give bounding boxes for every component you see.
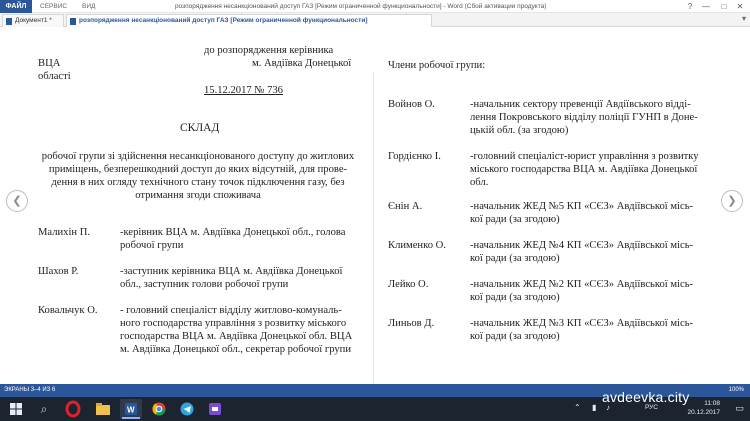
zoom-level[interactable]: 100% — [728, 387, 744, 393]
member-role — [470, 239, 730, 265]
role-line: обл., заступник голови робочої групи — [120, 279, 289, 290]
restore-button[interactable]: □ — [721, 2, 727, 11]
role-line: - головний спеціаліст відділу житлово-комуналь- — [120, 305, 342, 316]
volume-icon[interactable]: ♪ — [606, 403, 610, 412]
member-name: Шахов Р. — [38, 266, 79, 277]
word-doc-icon — [6, 18, 12, 25]
windows-logo-icon — [6, 399, 26, 419]
title-bar — [0, 0, 750, 13]
chevron-left-icon: ❮ — [12, 195, 22, 207]
role-line: кої ради (за згодою) — [470, 214, 560, 225]
role-line: м. Авдіївка Донецької обл., секретар робочої групи — [120, 344, 351, 355]
member-name: Гордієнко І. — [388, 151, 441, 162]
subtitle-line: приміщень, безперешкодний доступ до яких відсутній, для прове- — [48, 164, 348, 175]
role-line: господарства ВЦА м. Авдіївка Донецької обл. ВЦА — [120, 331, 353, 342]
role-line: -начальник ЖЕД №3 КП «СЄЗ» Авдіївської місь- — [470, 318, 694, 329]
minimize-button[interactable]: — — [702, 2, 710, 11]
member-name: Войнов О. — [388, 99, 435, 110]
file-explorer-icon[interactable] — [92, 399, 114, 419]
word-doc-icon — [70, 18, 76, 25]
member-name: Єнін А. — [388, 201, 423, 212]
member-role — [470, 317, 730, 343]
search-icon[interactable]: ⌕ — [40, 402, 48, 416]
purple-app-icon[interactable] — [204, 399, 226, 419]
chrome-icon[interactable] — [148, 399, 170, 419]
member-name: Ковальчук О. — [38, 305, 98, 316]
role-line: кої ради (за згодою) — [470, 292, 560, 303]
subtitle-block — [38, 150, 358, 202]
file-menu-button[interactable]: ФАЙЛ — [0, 0, 32, 13]
chevron-up-icon[interactable]: ⌃ — [574, 403, 581, 412]
clock-time: 11:08 — [704, 400, 720, 407]
reading-view[interactable] — [0, 28, 750, 384]
role-line: -начальник ЖЕД №5 КП «СЄЗ» Авдіївської місь- — [470, 201, 694, 212]
role-line: -начальник сектору превенції Авдіївського відді- — [470, 99, 691, 110]
role-line: -керівник ВЦА м. Авдіївка Донецької обл., голова — [120, 227, 346, 238]
header-oblast: області — [38, 71, 71, 82]
header-line1: до розпорядження керівника — [204, 45, 334, 56]
help-button[interactable]: ? — [687, 2, 693, 11]
document-title: СКЛАД — [180, 122, 220, 134]
role-line: -заступник керівника ВЦА м. Авдіївка Донецької — [120, 266, 343, 277]
member-role — [470, 200, 730, 226]
previous-screen-button[interactable] — [6, 190, 28, 212]
member-role — [120, 226, 370, 252]
member-name: Лейко О. — [388, 279, 429, 290]
svg-text:W: W — [127, 405, 135, 415]
page-divider — [373, 72, 374, 402]
member-role — [470, 150, 730, 189]
chevron-right-icon: ❯ — [727, 195, 737, 207]
role-line: -начальник ЖЕД №2 КП «СЄЗ» Авдіївської місь- — [470, 279, 694, 290]
window-title: розпорядження несанкціонований доступ ГАЗ [Режим ограниченной функциональности] - Word (Сбой активации продукта) — [175, 3, 547, 10]
language-indicator[interactable]: РУС — [644, 404, 658, 411]
active-indicator — [122, 417, 140, 419]
member-role — [470, 98, 730, 137]
subtitle-line: робочої групи зі здійснення несанкціонованого доступу до житлових — [41, 151, 355, 162]
site-watermark: avdeevka.city — [602, 389, 690, 405]
tab-document1[interactable] — [2, 14, 64, 27]
document-tabs-bar — [0, 13, 750, 27]
tab-label: Документ1 * — [15, 17, 52, 24]
member-role — [120, 265, 370, 291]
members-heading: Члени робочої групи: — [388, 60, 486, 71]
role-line: кої ради (за згодою) — [470, 331, 560, 342]
tabs-menu-icon[interactable]: ▾ — [741, 14, 746, 23]
role-line: -головний спеціаліст-юрист управління з розвитку — [470, 151, 699, 162]
member-role — [470, 278, 730, 304]
subtitle-line: дення в них огляду технічного стану точок підключення газу, без — [51, 177, 345, 188]
telegram-icon[interactable] — [176, 399, 198, 419]
screens-counter: ЭКРАНЫ 3–4 ИЗ 6 — [4, 387, 56, 393]
role-line: -начальник ЖЕД №4 КП «СЄЗ» Авдіївської місь- — [470, 240, 694, 251]
close-button[interactable]: ✕ — [736, 2, 744, 11]
member-name: Клименко О. — [388, 240, 446, 251]
role-line: обл. — [470, 177, 489, 188]
start-button[interactable] — [6, 399, 26, 419]
role-line: лення Покровського відділу поліції ГУНП в Доне- — [470, 112, 698, 123]
service-menu-item[interactable]: СЕРВИС — [40, 3, 68, 10]
role-line: міського господарства ВЦА м. Авдіївка Донецької — [470, 164, 698, 175]
header-date: 15.12.2017 № 736 — [204, 85, 283, 96]
header-vca: ВЦА — [38, 58, 61, 69]
clock-date: 20.12.2017 — [687, 409, 720, 416]
role-line: цькій обл. (за згодою) — [470, 125, 569, 136]
subtitle-line: отримання згоди споживача — [135, 190, 261, 201]
word-taskbar-icon[interactable] — [120, 399, 142, 419]
opera-icon[interactable] — [62, 399, 84, 419]
tab-current-document[interactable] — [66, 14, 432, 27]
role-line: робочої групи — [120, 240, 184, 251]
member-name: Малихін П. — [38, 227, 91, 238]
notification-icon[interactable]: ▭ — [735, 403, 744, 413]
network-icon[interactable]: ▮ — [592, 403, 597, 412]
view-menu-item[interactable]: ВИД — [82, 3, 96, 10]
role-line: кої ради (за згодою) — [470, 253, 560, 264]
header-city: м. Авдіївка Донецької — [252, 58, 352, 69]
role-line: ного господарства управління з розвитку міського — [120, 318, 347, 329]
member-name: Линьов Д. — [388, 318, 435, 329]
member-role — [120, 304, 370, 356]
next-screen-button[interactable] — [721, 190, 743, 212]
tab-label: розпорядження несанкціонований доступ ГАЗ [Режим ограниченной функциональности] — [79, 17, 368, 24]
